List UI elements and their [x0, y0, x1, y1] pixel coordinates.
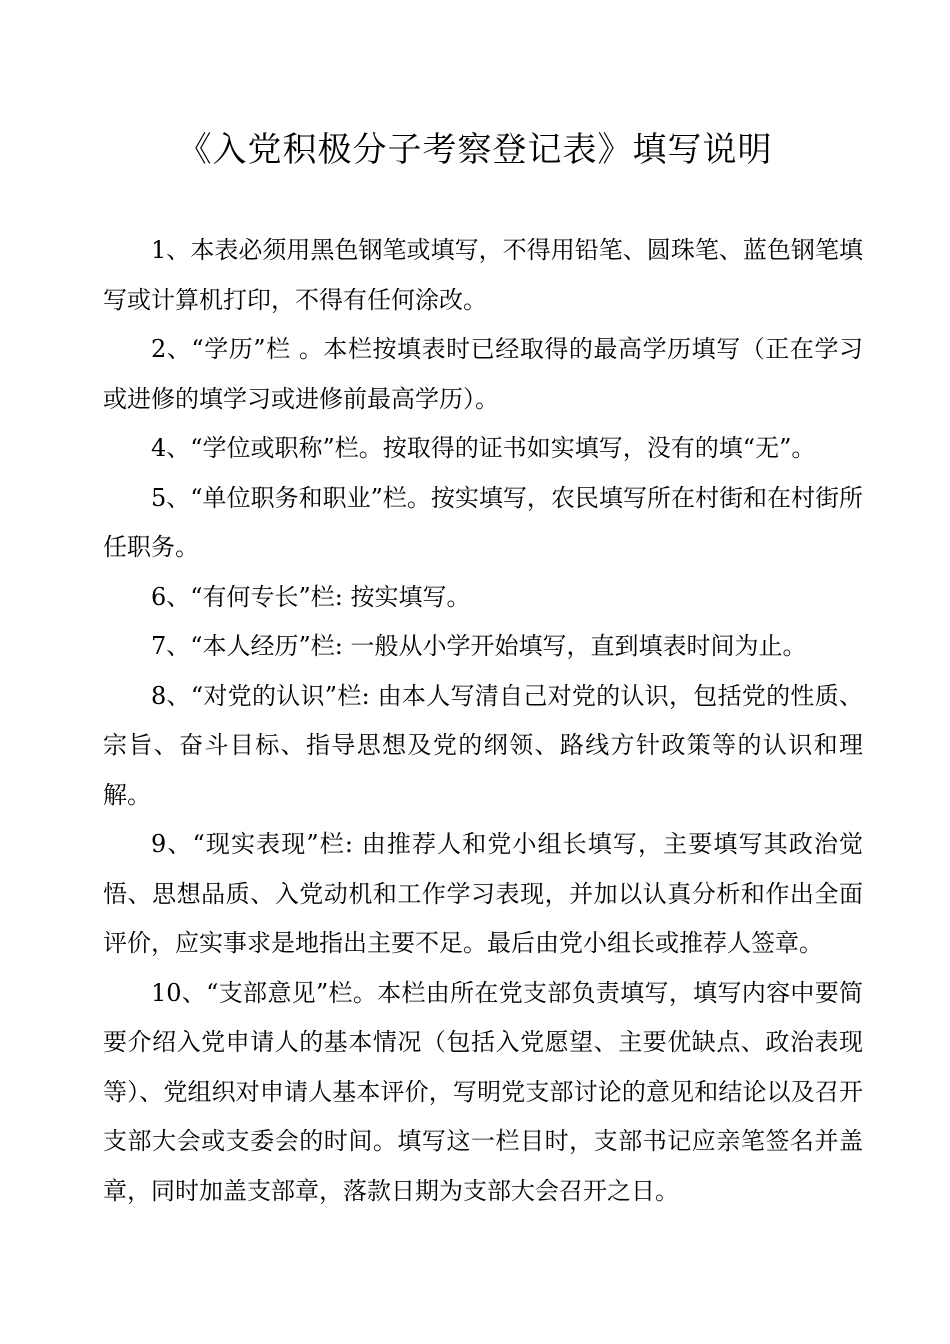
document-body	[103, 226, 863, 1216]
instruction-paragraph-2: 2、“学历”栏 。本栏按填表时已经取得的最高学历填写（正在学习或进修的填学习或进修前最高学历）。	[103, 335, 863, 413]
instruction-paragraph-1: 1、本表必须用黑色钢笔或填写，不得用铅笔、圆珠笔、蓝色钢笔填写或计算机打印，不得有任何涂改。	[103, 236, 863, 314]
instruction-paragraph-7: 7、“本人经历”栏: 一般从小学开始填写，直到填表时间为止。	[151, 632, 807, 660]
document-title: 《入党积极分子考察登记表》填写说明	[177, 130, 773, 170]
instruction-paragraph-4: 4、“学位或职称”栏。按取得的证书如实填写，没有的填“无”。	[151, 434, 816, 462]
instruction-paragraph-8: 8、“对党的认识”栏: 由本人写清自己对党的认识，包括党的性质、宗旨、奋斗目标、指导思想及党的纲领、路线方针政策等的认识和理解。	[103, 681, 863, 809]
instruction-paragraph-5: 5、“单位职务和职业”栏。按实填写，农民填写所在村街和在村街所任职务。	[103, 483, 863, 561]
instruction-paragraph-10: 10、“支部意见”栏。本栏由所在党支部负责填写，填写内容中要简要介绍入党申请人的基本情况（包括入党愿望、主要优缺点、政治表现等）、党组织对申请人基本评价，写明党支部讨论的意见和结论以及召开支部大会或支委会的时间。填写这一栏目时，支部书记应亲笔签名并盖章，同时加盖支部章，落款日期为支部大会召开之日。	[103, 978, 863, 1205]
instruction-paragraph-9: 9、“现实表现”栏: 由推荐人和党小组长填写，主要填写其政治觉悟、思想品质、入党动机和工作学习表现，并加以认真分析和作出全面评价，应实事求是地指出主要不足。最后由党小组长或推荐人签章。	[103, 830, 863, 957]
instruction-paragraph-6: 6、“有何专长”栏: 按实填写。	[151, 582, 471, 611]
